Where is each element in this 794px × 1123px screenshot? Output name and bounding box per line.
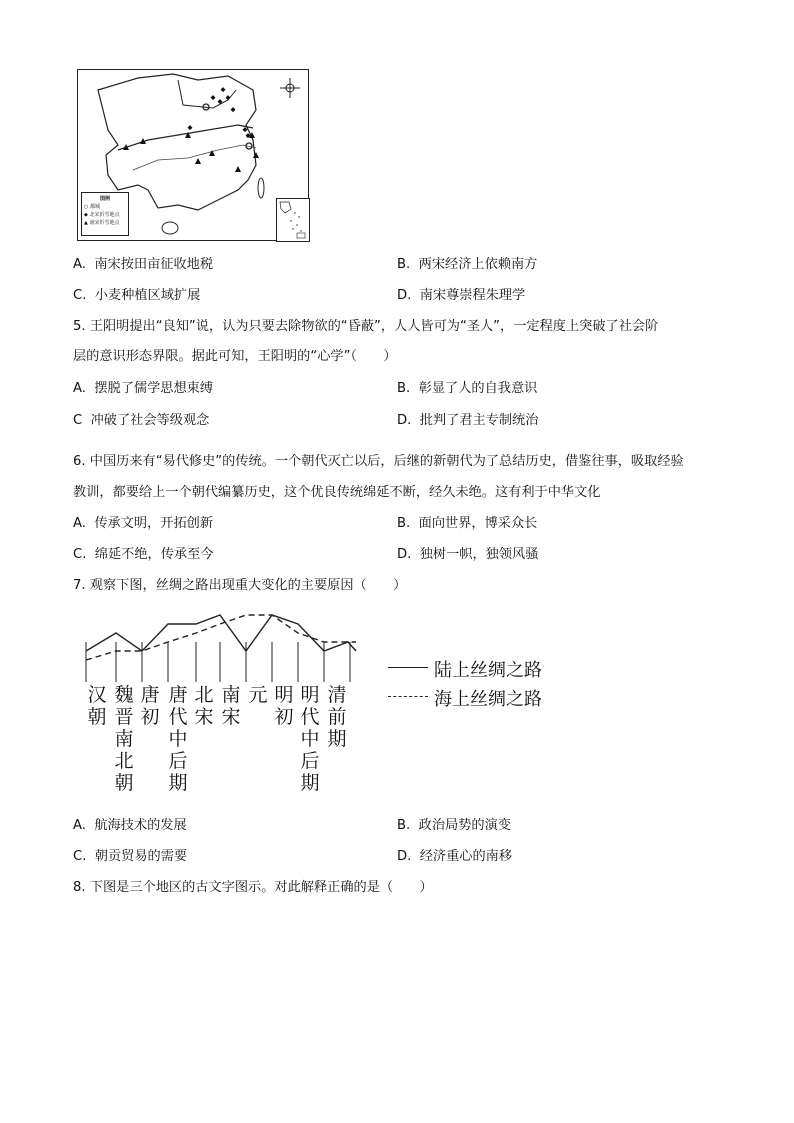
- q5-option-b[interactable]: B. 彰显了人的自我意识: [397, 381, 538, 396]
- q4-option-c[interactable]: C. 小麦种植区域扩展: [73, 288, 201, 303]
- q5-option-d[interactable]: D. 批判了君主专制统治: [397, 413, 539, 428]
- legend-item-north-song: ◆ 北宋折雪地点: [84, 212, 120, 218]
- legend-sea-line: [388, 696, 428, 697]
- inset-drawing: [277, 199, 307, 239]
- silk-road-lines: [82, 602, 362, 682]
- q5-stem-line1: 5. 王阳明提出“良知”说，认为只要去除物欲的“昏蔽”，人人皆可为“圣人”，一定程度上突破了社会阶: [73, 319, 659, 334]
- q5-option-c[interactable]: C 冲破了社会等级观念: [73, 413, 210, 428]
- q7-option-b[interactable]: B. 政治局势的演变: [397, 818, 511, 833]
- era-label-9: 清 前 期: [327, 684, 347, 750]
- legend-item-south-song: ▲ 南宋折雪地点: [84, 220, 120, 226]
- q5-stem-line2: 层的意识形态界限。据此可知，王阳明的“心学”（ ）: [73, 349, 397, 364]
- legend-sea-label: 海上丝绸之路: [434, 689, 542, 710]
- q5-option-a[interactable]: A. 摆脱了儒学思想束缚: [73, 381, 214, 396]
- era-label-3: 唐 代 中 后 期: [168, 684, 188, 794]
- era-label-6: 元: [248, 684, 268, 706]
- map-legend: [81, 192, 129, 236]
- q7-option-c[interactable]: C. 朝贡贸易的需要: [73, 849, 188, 864]
- compass-icon: [280, 78, 300, 98]
- q6-option-a[interactable]: A. 传承文明，开拓创新: [73, 516, 214, 531]
- era-label-1: 魏 晋 南 北 朝: [114, 684, 134, 794]
- q7-option-d[interactable]: D. 经济重心的南移: [397, 849, 513, 864]
- map-legend-title: 图例: [99, 196, 110, 202]
- south-sea-inset-map: [276, 198, 310, 242]
- era-label-5: 南 宋: [221, 684, 241, 728]
- q6-option-d[interactable]: D. 独树一帜，独领风骚: [397, 547, 539, 562]
- q4-option-b[interactable]: B. 两宋经济上依赖南方: [397, 257, 538, 272]
- q6-stem-line1: 6. 中国历来有“易代修史”的传统。一个朝代灭亡以后，后继的新朝代为了总结历史，借鉴往事，吸取经验: [73, 454, 684, 469]
- era-label-2: 唐 初: [140, 684, 160, 728]
- legend-land-label: 陆上丝绸之路: [434, 660, 542, 681]
- land-silk-road-line: [86, 615, 356, 651]
- song-dynasty-map: [77, 69, 309, 241]
- q6-option-b[interactable]: B. 面向世界，博采众长: [397, 516, 538, 531]
- q8-stem-line1: 8. 下图是三个地区的古文字图示。对此解释正确的是（ ）: [73, 880, 433, 895]
- era-label-7: 明 初: [274, 684, 294, 728]
- q4-option-a[interactable]: A. 南宋按田亩征收地税: [73, 257, 214, 272]
- silk-road-chart: [82, 602, 362, 686]
- q6-option-c[interactable]: C. 绵延不绝，传承至今: [73, 547, 214, 562]
- legend-item-capital: ○ 都城: [84, 204, 100, 210]
- era-label-8: 明 代 中 后 期: [300, 684, 320, 794]
- legend-land-line: [388, 667, 428, 668]
- era-label-0: 汉 朝: [87, 684, 107, 728]
- q6-stem-line2: 教训，都要给上一个朝代编纂历史，这个优良传统绵延不断，经久未绝。这有利于中华文化: [73, 485, 601, 500]
- sea-silk-road-line: [86, 615, 356, 660]
- q7-stem-line1: 7. 观察下图，丝绸之路出现重大变化的主要原因（ ）: [73, 578, 407, 593]
- era-label-4: 北 宋: [194, 684, 214, 728]
- q7-option-a[interactable]: A. 航海技术的发展: [73, 818, 187, 833]
- q4-option-d[interactable]: D. 南宋尊崇程朱理学: [397, 288, 526, 303]
